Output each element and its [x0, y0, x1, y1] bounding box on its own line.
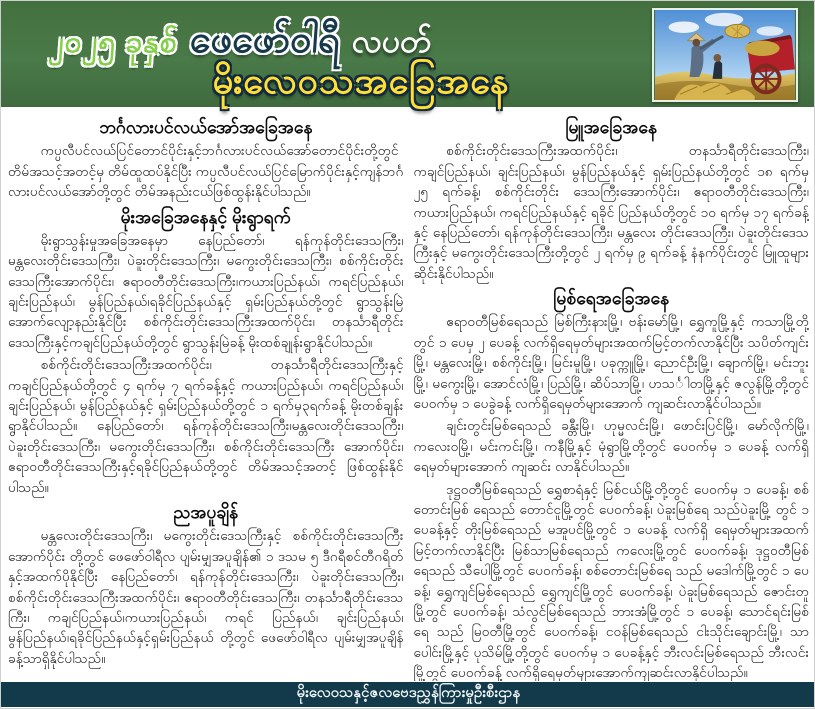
section-paragraph: မိုးရွာသွန်းမှုအခြေအနေမှာ နေပြည်တော်၊ ရန်ကုန်တိုင်းဒေသကြီး၊မန္တလေးတိုင်းဒေသကြီး၊ ပဲခူးတိုင်းဒေသကြီး၊ မကွေးတိုင်းဒေသကြီး၊ စစ်ကိုင်းတိုင်းဒေသကြီးအောက်ပိုင်း၊ ဧရာဝတီတိုင်းဒေသကြီး၊ကယားပြည်နယ်၊ ကရင်ပြည်နယ်၊ ချင်းပြည်နယ်၊ မွန်ပြည်နယ်၊ရခိုင်ပြည်နယ်နှင့် ရှမ်းပြည်နယ်တို့တွင် ရွာသွန်းမြဲအောက်လျော့နည်းနိုင်ပြီး စစ်ကိုင်းတိုင်းဒေသကြီးအထက်ပိုင်း၊ တနင်္သာရီတိုင်းဒေသကြီးနှင့်ကချင်ပြည်နယ်တို့တွင် ရွာသွန်းမြဲခန့် မိုးထစ်ချုန်းရွာနိုင်ပါသည်။	[8, 232, 404, 350]
section-heading-fog: မြူအခြေအနေ	[565, 117, 657, 137]
department-name: မိုးလေဝသနှင့်ဇလဗေဒညွှန်ကြားမှုဦးစီးဌာန	[296, 685, 521, 701]
section-paragraph: ချင်းတွင်းမြစ်ရေသည် ခန္တီးမြို့၊ ဟုမ္မလင်းမြို့၊ ဖောင်းပြင်မြို့၊ မော်လိုက်မြို့၊ ကလေးဝမြို့၊ မင်းကင်းမြို့၊ ကနီမြို့နှင့် မုံရွာမြို့တို့တွင် ပေဝက်မှ ၁ ပေခန့် လက်ရှိရေမှတ်များအောက် ကျဆင်း လာနိုင်ပါသည်။	[413, 418, 809, 475]
section-heading-night-temperature: ညအပူချိန်	[173, 502, 239, 522]
footer-bar	[1, 682, 815, 707]
bulletin-body	[1, 111, 815, 681]
bulletin-period: လပတ်	[350, 23, 433, 59]
section-heading-river-water: မြစ်ရေအခြေအနေ	[553, 288, 670, 309]
section-heading-rainfall: မိုးအခြေအနေနှင့် မိုးရွာရက်	[120, 206, 291, 227]
section-paragraph: ဧရာဝတီမြစ်ရေသည် မြစ်ကြီးနားမြို့၊ ဗန်းမော်မြို့၊ ရွှေကူမြို့နှင့် ကသာမြို့တို့တွင် ၁ ပေမှ ၂ ပေခန့် လက်ရှိရေမှတ်များအထက်မြင့်တက်လာနိုင်ပြီး သပိတ်ကျင်းမြို့၊ မန္တလေးမြို့၊ စစ်ကိုင်းမြို့၊ မြင်းမူမြို့၊ ပခုက္ကူမြို့၊ ညောင်ဦးမြို့၊ ချောက်မြို့၊ မင်းဘူးမြို့၊ မကွေးမြို့၊ အောင်လံမြို့၊ ပြည်မြို့၊ ဆိပ်သာမြို့၊ ဟသင်္ါတမြို့နှင့် ဇလွန်မြို့တို့တွင် ပေဝက်မှ ၁ ပေခွဲခန့် လက်ရှိရေမှတ်များအောက် ကျဆင်းလာနိုင်ပါသည်။	[413, 314, 809, 412]
masthead-banner	[1, 1, 815, 109]
section-heading-bay-of-bengal: ဘင်္ဂလားပင်လယ်အော်အခြေအနေ	[99, 117, 313, 137]
bulletin-year: ၂၀၂၅ ခုနှစ်	[47, 26, 180, 59]
header-photo	[652, 8, 798, 102]
section-paragraph: မန္တလေးတိုင်းဒေသကြီး၊ မကွေးတိုင်းဒေသကြီးနှင့် စစ်ကိုင်းတိုင်းဒေသကြီးအောက်ပိုင်း တို့တွင် ဖေဖော်ဝါရီလ ပျမ်းမျှအပူချိန်၏ ၁ ဒသမ ၅ ဒီဂရီစင်တီဂရိတ်နှင့်အထက်ပိုနိုင်ပြီး နေပြည်တော်၊ ရန်ကုန်တိုင်းဒေသကြီး၊ ပဲခူးတိုင်းဒေသကြီး၊ စစ်ကိုင်းတိုင်းဒေသကြီးအထက်ပိုင်း၊ ဧရာဝတီတိုင်းဒေသကြီး၊ တနင်္သာရီတိုင်းဒေသကြီး၊ ကချင်ပြည်နယ်၊ကယားပြည်နယ်၊ ကရင် ပြည်နယ်၊ ချင်းပြည်နယ်၊ မွန်ပြည်နယ်၊ရခိုင်ပြည်နယ်နှင့်ရှမ်းပြည်နယ် တို့တွင် ဖေဖော်ဝါရီလ ပျမ်းမျှအပူချိန်ခန့်သာရှိနိုင်ပါသည်။	[8, 528, 404, 666]
bulletin-month: ဖေဖော်ဝါရီ	[188, 19, 342, 61]
right-column	[414, 113, 810, 681]
bulletin-title: မိုးလေဝသအခြေအနေ	[212, 60, 510, 101]
section-paragraph: စစ်ကိုင်းတိုင်းဒေသကြီးအထက်ပိုင်း၊ တနင်္သာရီတိုင်းဒေသကြီး၊ ကချင်ပြည်နယ်၊ ချင်းပြည်နယ်၊ မွန်ပြည်နယ်နှင့် ရှမ်းပြည်နယ်တို့တွင် ၁၈ ရက်မှ ၂၅ ရက်ခန့်၊ စစ်ကိုင်းတိုင်း ဒေသကြီးအောက်ပိုင်း၊ ဧရာဝတီတိုင်းဒေသကြီး၊ ကယားပြည်နယ်၊ ကရင်ပြည်နယ်နှင့် ရခိုင် ပြည်နယ်တို့တွင် ၁၀ ရက်မှ ၁၇ ရက်ခန့်နှင့် နေပြည်တော်၊ ရန်ကုန်တိုင်းဒေသကြီး၊ မန္တလေး တိုင်းဒေသကြီး၊ ပဲခူးတိုင်းဒေသကြီးနှင့် မကွေးတိုင်းဒေသကြီးတို့တွင် ၂ ရက်မှ ၉ ရက်ခန့် နံနက်ပိုင်းတွင် မြူထူများဆိုင်းနိုင်ပါသည်။	[413, 143, 809, 281]
section-paragraph: စစ်ကိုင်းတိုင်းဒေသကြီးအထက်ပိုင်း၊ တနင်္သာရီတိုင်းဒေသကြီးနှင့် ကချင်ပြည်နယ်တို့တွင် ၄ ရက်မှ ၇ ရက်ခန့်နှင့် ကယားပြည်နယ်၊ ကရင်ပြည်နယ်၊ ချင်းပြည်နယ်၊ မွန်ပြည်နယ်နှင့် ရှမ်းပြည်နယ်တို့တွင် ၁ ရက်မှ၃ရက်ခန့် မိုးတစ်ချန်းရွာနိုင်ပါသည်။ နေပြည်တော်၊ ရန်ကုန်တိုင်းဒေသကြီး၊မန္တလေးတိုင်းဒေသကြီး၊ ပဲခူးတိုင်းဒေသကြီး၊ မကွေးတိုင်းဒေသကြီး၊ စစ်ကိုင်းတိုင်းဒေသကြီး အောက်ပိုင်း၊ ဧရာဝတီတိုင်းဒေသကြီးနှင့်ရခိုင်ပြည်နယ်တို့တွင် တိမ်အသင့်အတင့် ဖြစ်ထွန်းနိုင်ပါသည်။	[8, 357, 404, 495]
section-paragraph: ကပ္ပလီပင်လယ်ပြင်တောင်ပိုင်းနှင့်ဘင်္ဂလားပင်လယ်အော်တောင်ပိုင်းတို့တွင် တိမ်အသင့်အတင့်မှ တိမ်ထူထပ်နိုင်ပြီး ကပ္ပလီပင်လယ်ပြင်မြောက်ပိုင်းနှင့်ကျန်ဘင်္ဂလားပင်လယ်အော်တို့တွင် တိမ်အနည်းငယ်ဖြစ်ထွန်းနိုင်ပါသည်။	[8, 143, 404, 200]
section-paragraph: ဒုဋ္ဌဝတီမြစ်ရေသည် ရွှေစာရံနှင့် မြစ်ငယ်မြို့တို့တွင် ပေဝက်မှ ၁ ပေခန့်၊ စစ်တောင်းမြစ် ရေသည် တောင်ငူမြို့တွင် ပေဝက်ခန့်၊ ပဲခူးမြစ်ရေ သည်ပဲခူးမြို့ တွင် ၁ ပေခန့်နှင့် တိုးမြစ်ရေသည် မအူပင်မြို့တွင် ၁ ပေခန့် လက်ရှိ ရေမှတ်များအထက် မြင့်တက်လာနိုင်ပြီး မြစ်သာမြစ်ရေသည် ကလေးမြို့တွင် ပေဝက်ခန့်၊ ဒုဋ္ဌဝတီမြစ်ရေသည် သီပေါမြို့တွင် ပေဝက်ခန့်၊ စစ်တောင်းမြစ်ရေ သည် မဒေါက်မြို့တွင် ၁ ပေခန့်၊ ရွှေကျင်မြစ်ရေသည် ရွှေကျင်မြို့တွင် ပေဝက်ခန့်၊ ပဲခူးမြစ်ရေသည် ဇောင်းတူမြို့တွင် ပေဝက်ခန့်၊ သံလွင်မြစ်ရေသည် ဘားအံမြို့တွင် ၁ ပေခန့်၊ သောင်ရင်းမြစ်ရေ သည် မြဝတီမြို့တွင် ပေဝက်ခန့်၊ ငဝန်မြစ်ရေသည် ငါးသိုင်းချောင်းမြို့၊ သာပေါင်းမြို့နှင့် ပုသိမ်မြို့တို့တွင် ပေဝက်မှ ၁ ပေခန့်နှင့် ဘီးလင်းမြစ်ရေသည် ဘီးလင်းမြို့တွင် ပေဝက်ခန့် လက်ရှိရေမှတ်များအောက်ကျဆင်းလာနိုင်ပါသည်။	[413, 481, 809, 681]
left-column	[8, 113, 404, 681]
